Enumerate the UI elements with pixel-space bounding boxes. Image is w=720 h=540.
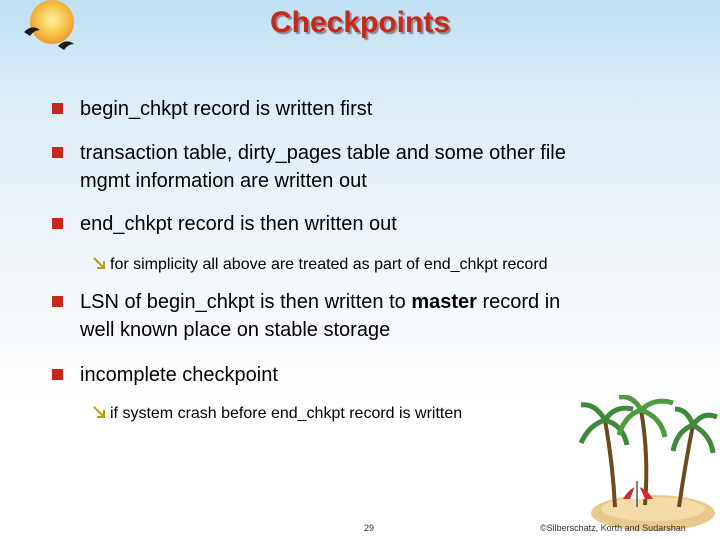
bullet-item: [52, 139, 566, 195]
sub-bullet-item: [92, 403, 462, 425]
bullet-marker-icon: [52, 147, 63, 158]
sub-bullet-text: if system crash before end_chkpt record is written: [110, 405, 463, 422]
slide-title: Checkpoints: [269, 6, 451, 39]
bold-term: master: [411, 291, 477, 313]
bullet-text: end_chkpt record is then written out: [80, 213, 397, 235]
bullet-marker-icon: [52, 218, 63, 229]
bullet-item: [52, 288, 560, 344]
bullet-item: [52, 210, 397, 238]
bullet-text-line: mgmt information are written out: [80, 170, 367, 192]
page-number: 29: [364, 523, 375, 533]
bullet-text-line: well known place on stable storage: [80, 319, 391, 341]
bullet-marker-icon: [52, 369, 63, 380]
bullet-text-line: LSN of begin_chkpt is then written to master record in: [80, 291, 561, 313]
arrow-bullet-icon: [92, 405, 106, 421]
bullet-item: [52, 361, 278, 389]
bullet-item: [52, 95, 372, 123]
bullet-text: begin_chkpt record is written first: [80, 98, 373, 120]
arrow-bullet-icon: [92, 256, 106, 272]
bullet-marker-icon: [52, 296, 63, 307]
palm-island-icon: [575, 395, 720, 540]
sub-bullet-text: for simplicity all above are treated as part of end_chkpt record: [110, 256, 548, 273]
bullet-text-line: transaction table, dirty_pages table and some other file: [80, 142, 566, 164]
bullet-text: incomplete checkpoint: [80, 364, 278, 386]
bullet-marker-icon: [52, 103, 63, 114]
sub-bullet-item: [92, 254, 548, 276]
copyright-text: ©Silberschatz, Korth and Sudarshan: [540, 523, 686, 533]
